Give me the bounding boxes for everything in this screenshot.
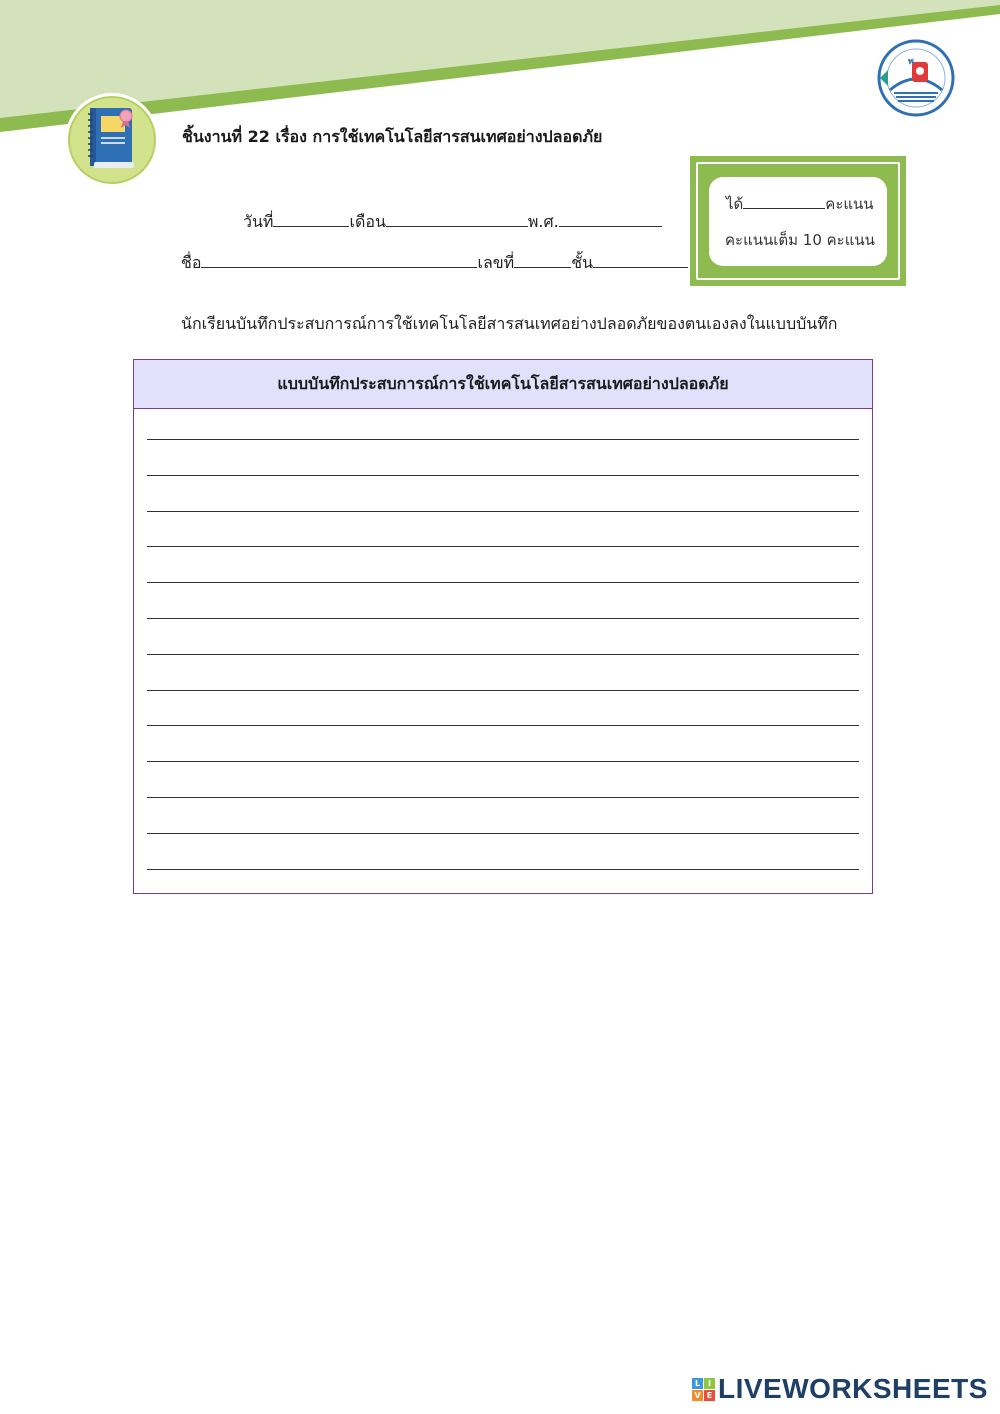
writing-line[interactable] bbox=[147, 546, 859, 547]
month-field[interactable] bbox=[386, 210, 528, 227]
liveworksheets-brand-text: LIVEWORKSHEETS bbox=[718, 1373, 988, 1404]
writing-line[interactable] bbox=[147, 618, 859, 619]
institute-seal-logo bbox=[872, 38, 958, 122]
score-got-label: ได้ bbox=[726, 195, 744, 213]
logo-block-e: E bbox=[704, 1390, 715, 1401]
month-label: เดือน bbox=[349, 212, 386, 231]
liveworksheets-logo bbox=[692, 1374, 988, 1404]
logo-block-l: L bbox=[692, 1378, 703, 1389]
writing-line[interactable] bbox=[147, 869, 859, 870]
writing-line[interactable] bbox=[147, 511, 859, 512]
record-table-heading: แบบบันทึกประสบการณ์การใช้เทคโนโลยีสารสนเทศอย่างปลอดภัย bbox=[134, 360, 872, 409]
number-label: เลขที่ bbox=[477, 253, 515, 272]
writing-line[interactable] bbox=[147, 725, 859, 726]
date-label: วันที่ bbox=[243, 212, 274, 231]
writing-line[interactable] bbox=[147, 439, 859, 440]
logo-block-v: V bbox=[692, 1390, 703, 1401]
full-score-text: คะแนนเต็ม 10 คะแนน bbox=[725, 231, 875, 249]
notebook-icon bbox=[64, 92, 160, 188]
year-label: พ.ศ. bbox=[527, 212, 559, 231]
writing-line[interactable] bbox=[147, 690, 859, 691]
class-label: ชั้น bbox=[571, 253, 594, 272]
score-box bbox=[690, 156, 906, 286]
worksheet-title: ชิ้นงานที่ 22 เรื่อง การใช้เทคโนโลยีสารสนเทศอย่างปลอดภัย bbox=[182, 127, 603, 146]
score-points-label: คะแนน bbox=[825, 195, 874, 213]
score-got-line bbox=[726, 192, 874, 216]
class-field[interactable] bbox=[593, 251, 688, 268]
date-line bbox=[243, 210, 662, 235]
number-field[interactable] bbox=[514, 251, 571, 268]
year-field[interactable] bbox=[559, 210, 662, 227]
name-field[interactable] bbox=[201, 251, 477, 268]
writing-line[interactable] bbox=[147, 761, 859, 762]
svg-text:พ: พ bbox=[908, 57, 914, 67]
writing-line[interactable] bbox=[147, 797, 859, 798]
logo-block-i: I bbox=[704, 1378, 715, 1389]
score-box-inner bbox=[709, 177, 887, 266]
score-field[interactable] bbox=[743, 194, 825, 209]
date-field[interactable] bbox=[273, 210, 349, 227]
name-line bbox=[181, 251, 688, 276]
writing-line[interactable] bbox=[147, 833, 859, 834]
name-label: ชื่อ bbox=[181, 253, 202, 272]
writing-line[interactable] bbox=[147, 582, 859, 583]
writing-line[interactable] bbox=[147, 654, 859, 655]
writing-line[interactable] bbox=[147, 475, 859, 476]
instruction-text: นักเรียนบันทึกประสบการณ์การใช้เทคโนโลยีสารสนเทศอย่างปลอดภัยของตนเองลงในแบบบันทึก bbox=[181, 314, 838, 333]
liveworksheets-logo-icon bbox=[692, 1378, 715, 1401]
record-table bbox=[133, 359, 873, 894]
